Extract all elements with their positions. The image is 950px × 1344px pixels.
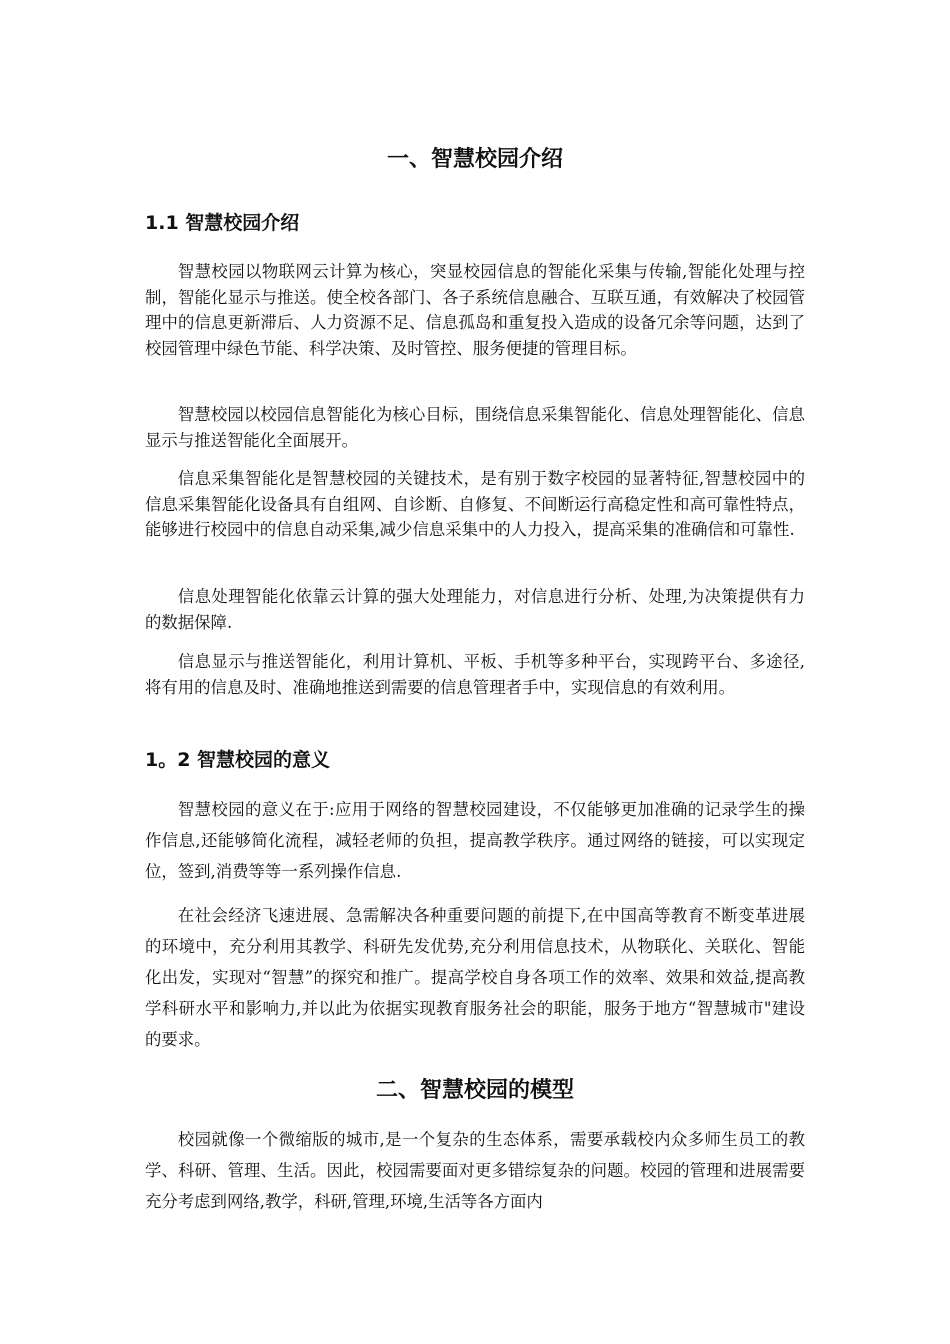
chapter-2-paragraph-1: 校园就像一个微缩版的城市,是一个复杂的生态体系，需要承载校内众多师生员工的教学、科研、管理、生活。因此，校园需要面对更多错综复杂的问题。校园的管理和进展需要充分考虑到网络,教学，科研,管理,环境,生活等各方面内 [145, 1130, 805, 1211]
section-1-2-title: 1。2 智慧校园的意义 [145, 749, 331, 771]
chapter-1-title: 一、智慧校园介绍 [386, 147, 563, 172]
section-1-1-paragraph-2: 智慧校园以校园信息智能化为核心目标，围绕信息采集智能化、信息处理智能化、信息显示与推送智能化全面展开。 [145, 405, 805, 450]
section-1-1-paragraph-5: 信息显示与推送智能化，利用计算机、平板、手机等多种平台，实现跨平台、多途径,将有用的信息及时、准确地推送到需要的信息管理者手中，实现信息的有效利用。 [145, 652, 805, 697]
section-1-1-paragraph-4: 信息处理智能化依靠云计算的强大处理能力，对信息进行分析、处理,为决策提供有力的数据保障. [145, 587, 805, 632]
section-1-1-paragraph-1: 智慧校园以物联网云计算为核心，突显校园信息的智能化采集与传输,智能化处理与控制，智能化显示与推送。使全校各部门、各子系统信息融合、互联互通，有效解决了校园管理中的信息更新滞后、人力资源不足、信息孤岛和重复投入造成的设备冗余等问题，达到了校园管理中绿色节能、科学决策、及时管控、服务便捷的管理目标。 [145, 262, 805, 358]
section-1-1-paragraph-3: 信息采集智能化是智慧校园的关键技术，是有别于数字校园的显著特征,智慧校园中的信息采集智能化设备具有自组网、自诊断、自修复、不间断运行高稳定性和高可靠性特点，能够进行校园中的信息自动采集,减少信息采集中的人力投入，提高采集的准确信和可靠性. [145, 469, 805, 539]
section-1-1-title: 1.1 智慧校园介绍 [145, 212, 300, 234]
section-1-2-paragraph-2: 在社会经济飞速进展、急需解决各种重要问题的前提下,在中国高等教育不断变革进展的环境中，充分利用其教学、科研先发优势,充分利用信息技术，从物联化、关联化、智能化出发，实现对“智慧”的探究和推广。提高学校自身各项工作的效率、效果和效益,提高教学科研水平和影响力,并以此为依据实现教育服务社会的职能，服务于地方“智慧城市"建设的要求。 [145, 906, 805, 1049]
section-1-2-paragraph-1: 智慧校园的意义在于:应用于网络的智慧校园建设，不仅能够更加准确的记录学生的操作信息,还能够简化流程，减轻老师的负担，提高教学秩序。通过网络的链接，可以实现定位，签到,消费等等一系列操作信息. [145, 800, 805, 881]
chapter-2-title: 二、智慧校园的模型 [375, 1078, 574, 1103]
